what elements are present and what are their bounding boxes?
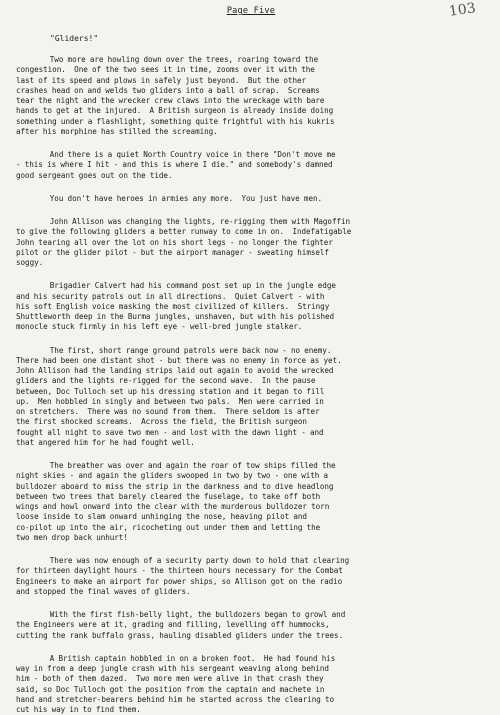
paragraph	[16, 194, 486, 204]
text-line: With the first fish-belly light, the bulldozers began to growl and	[16, 610, 346, 619]
text-line: him - both of them dazed. Two more men were alive in that crash they	[16, 674, 324, 684]
text-line: There had been one distant shot - but there was no enemy in force as yet.	[16, 355, 342, 365]
text-line: the Engineers were at it, grading and filling, levelling off hummocks,	[16, 620, 330, 630]
paragraph	[16, 346, 486, 449]
text-line: Brigadier Calvert had his command post set up in the jungle edge	[16, 281, 336, 291]
text-line: that angered him for he had fought well.	[16, 437, 195, 447]
text-line: - this is where I hit - and this is where I die." and somebody's damned	[16, 160, 333, 170]
text-line: congestion. One of the two sees it in time, zooms over it with the	[16, 65, 315, 75]
text-line: loose inside to slam onward unhinging the nose, heaving pilot and	[16, 512, 307, 522]
paragraph	[16, 281, 486, 332]
text-line: between, Doc Tulloch set up his dressing station and it began to fill	[16, 386, 325, 396]
text-line: John Allison had the landing strips laid out again to avoid the wrecked	[16, 366, 334, 375]
text-line: wings and howl onward into the clear with the murderous bulldozer torn	[16, 502, 330, 511]
text-line: There was now enough of a security party down to hold that clearing	[16, 556, 350, 565]
text-line: You don't have heroes in armies any more. You just have men.	[16, 193, 323, 203]
text-line: hand and stretcher-bearers behind him he started across the clearing to	[16, 694, 335, 704]
paragraph	[16, 654, 486, 715]
text-line: fought all night to save two men - and lost with the dawn light - and	[16, 427, 324, 437]
text-line: pilot or the glider pilot - but the airport manager - sweating himself	[16, 247, 329, 257]
text-line: something under a flashlight, something quite frightful with his kukris	[16, 116, 335, 126]
text-line: the first shocked screams. Across the field, the British surgeon	[16, 417, 307, 427]
text-line: way in from a deep jungle crash with his sergeant weaving along behind	[16, 664, 329, 673]
text-line: good sergeant goes out on the tide.	[16, 170, 173, 180]
text-line: And there is a quiet North Country voice in there "Don't move me	[16, 150, 336, 159]
text-line: cutting the rank buffalo grass, hauling disabled gliders under the trees.	[16, 630, 344, 640]
text-line: and stopped the final waves of gliders.	[16, 586, 191, 596]
text-line: John Allison was changing the lights, re-rigging them with Magoffin	[16, 217, 351, 226]
text-line: two men drop back unhurt!	[16, 532, 128, 542]
body-text	[16, 55, 486, 715]
text-line: hands to get at the injured. A British surgeon is already inside doing	[16, 106, 334, 116]
text-line: tear the night and the wrecker crew claws into the wreckage with bare	[16, 96, 325, 105]
text-line: bulldozer aboard to miss the strip in the darkness and to dive headlong	[16, 481, 334, 491]
text-line: last of its speed and plows in safely just beyond. But the other	[16, 75, 307, 85]
page-header: Page Five	[226, 6, 276, 16]
text-line: gliders and the lights re-rigged for the second wave. In the pause	[16, 376, 316, 386]
text-line: crashes head on and welds two gliders into a ball of scrap. Screams	[16, 85, 320, 95]
text-line: John tearing all over the lot on his short legs - no longer the fighter	[16, 237, 333, 247]
text-line: to give the following gliders a better runway to come in on. Indefatigable	[16, 227, 352, 237]
paragraph	[16, 461, 486, 543]
text-line: cut his way in to find them.	[16, 705, 141, 714]
text-line: after his morphine has stilled the screaming.	[16, 126, 218, 136]
text-line: night skies - and again the gliders swooped in two by two - one with a	[16, 471, 329, 481]
text-line: on stretchers. There was no sound from them. There seldom is after	[16, 407, 320, 416]
paragraph	[16, 610, 486, 641]
handwritten-page-number: 103	[448, 0, 477, 20]
paragraph	[16, 55, 486, 137]
text-line: and his security patrols out in all directions. Quiet Calvert - with	[16, 291, 325, 301]
text-line: Two more are howling down over the trees, roaring toward the	[16, 55, 319, 64]
text-line: Shuttleworth deep in the Burma jungles, unshaven, but with his polished	[16, 312, 335, 321]
text-line: up. Men hobbled in singly and between two pals. Men were carried in	[16, 396, 324, 406]
text-line: for thirteen daylight hours - the thirteen hours necessary for the Combat	[16, 566, 343, 576]
text-line: monocle stuck firmly in his left eye - well-bred jungle stalker.	[16, 322, 303, 332]
text-line: The breather was over and again the roar of tow ships filled the	[16, 461, 336, 470]
text-line: A British captain hobbled in on a broken foot. He had found his	[16, 653, 336, 663]
paragraph	[16, 556, 486, 597]
text-line: said, so Doc Tulloch got the position from the captain and machete in	[16, 684, 325, 694]
text-line: his soft English voice masking the most civilized of killers. Stringy	[16, 301, 330, 311]
text-line: between two trees that barely cleared the fuselage, to take off both	[16, 491, 321, 501]
section-title: "Gliders!"	[50, 34, 99, 43]
text-line: soggy.	[16, 258, 44, 267]
paragraph	[16, 150, 486, 181]
text-line: The first, short range ground patrols were back now - no enemy.	[16, 345, 332, 355]
text-line: co-pilot up into the air, ricocheting out under them and letting the	[16, 522, 321, 532]
text-line: Engineers to make an airport for power ships, so Allison got on the radio	[16, 576, 343, 586]
paragraph	[16, 217, 486, 268]
